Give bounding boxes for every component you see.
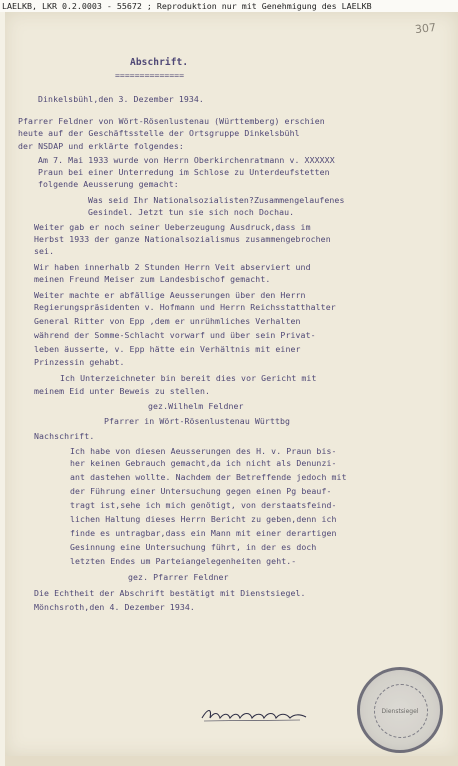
official-seal: [357, 667, 443, 753]
body-line: meinen Freund Meiser zum Landesbischof gemacht.: [34, 274, 271, 284]
body-line: folgende Aeusserung gemacht:: [38, 179, 179, 189]
body-line: Am 7. Mai 1933 wurde von Herrn Oberkirchenratmann v. XXXXXX: [38, 155, 335, 165]
body-line: her keinen Gebrauch gemacht,da ich nicht als Denunzi-: [70, 458, 337, 468]
body-line: leben äusserte, v. Epp hätte ein Verhältnis mit einer: [34, 344, 301, 354]
body-line: finde es untragbar,dass ein Mann mit einer derartigen: [70, 528, 337, 538]
body-line: heute auf der Geschäftsstelle der Ortsgruppe Dinkelsbühl: [18, 128, 300, 138]
body-line: Prinzessin gehabt.: [34, 357, 125, 367]
quote-line: Was seid Ihr Nationalsozialisten?Zusammengelaufenes: [88, 195, 345, 205]
section-heading: Nachschrift.: [34, 431, 95, 441]
page-bottom-edge: [5, 756, 458, 766]
signature-title: Pfarrer in Wört-Rösenlustenau Württbg: [104, 416, 291, 426]
body-line: Weiter gab er noch seiner Ueberzeugung Ausdruck,dass im: [34, 222, 311, 232]
body-line: sei.: [34, 246, 55, 256]
body-line: während der Somme-Schlacht vorwarf und über sein Privat-: [34, 330, 316, 340]
body-line: Herbst 1933 der ganze Nationalsozialismus zusammengebrochen: [34, 234, 331, 244]
body-line: Regierungspräsidenten v. Hofmann und Herrn Reichsstatthalter: [34, 302, 336, 312]
place-date-line: Mönchsroth,den 4. Dezember 1934.: [34, 602, 195, 612]
body-line: tragt ist,sehe ich mich genötigt, von derstaatsfeind-: [70, 500, 337, 510]
document-title: Abschrift.: [130, 57, 189, 68]
quote-line: Gesindel. Jetzt tun sie sich noch Dochau.: [88, 207, 295, 217]
body-line: General Ritter von Epp ,dem er unrühmliches Verhalten: [34, 316, 301, 326]
body-line: der Führung einer Untersuchung gegen einen Pg beauf-: [70, 486, 332, 496]
signature-typed: gez. Pfarrer Feldner: [128, 572, 229, 582]
body-line: letzten Endes um Parteiangelegenheiten geht.-: [70, 556, 297, 566]
body-line: meinem Eid unter Beweis zu stellen.: [34, 386, 211, 396]
signature-typed: gez.Wilhelm Feldner: [148, 401, 244, 411]
body-line: Ich habe von diesen Aeusserungen des H. v. Praun bis-: [70, 446, 337, 456]
body-line: Ich Unterzeichneter bin bereit dies vor Gericht mit: [60, 373, 317, 383]
body-line: Gesinnung eine Untersuchung führt, in der es doch: [70, 542, 317, 552]
body-line: Pfarrer Feldner von Wört-Rösenlustenau (Württemberg) erschien: [18, 116, 325, 126]
handwritten-signature: [200, 706, 310, 724]
body-line: Praun bei einer Unterredung im Schlose zu Unterdeufstetten: [38, 167, 330, 177]
body-line: Weiter machte er abfällige Aeusserungen über den Herrn: [34, 290, 306, 300]
archive-header: LAELKB, LKR 0.2.0003 - 55672 ; Reproduktion nur mit Genehmigung des LAELKB: [0, 0, 458, 12]
body-line: der NSDAP und erklärte folgendes:: [18, 141, 184, 151]
date-line: Dinkelsbühl,den 3. Dezember 1934.: [38, 94, 204, 104]
seal-label: Dienstsiegel: [381, 708, 419, 715]
title-underline: ==============: [115, 70, 185, 80]
body-line: lichen Haltung dieses Herrn Bericht zu geben,denn ich: [70, 514, 337, 524]
certification-line: Die Echtheit der Abschrift bestätigt mit Dienstsiegel.: [34, 588, 306, 598]
body-line: ant dastehen wollte. Nachdem der Betreffende jedoch mit: [70, 472, 347, 482]
page-number: 307: [414, 20, 437, 37]
body-line: Wir haben innerhalb 2 Stunden Herrn Veit abserviert und: [34, 262, 311, 272]
